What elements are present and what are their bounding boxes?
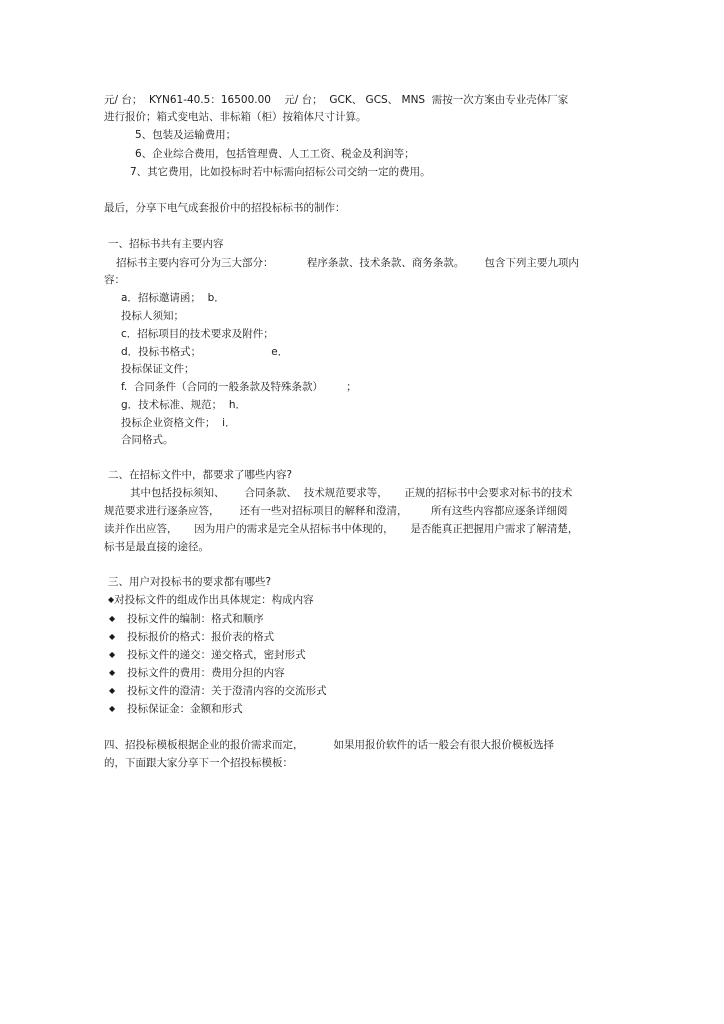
section-1-list-item: 合同格式。 — [121, 434, 174, 446]
section-2-line: 其中包括投标须知、 合同条款、 技术规范要求等， 正规的招标书中会要求对标书的技术 — [130, 487, 573, 499]
section-3-intro — [108, 593, 314, 608]
section-3-bullet-item — [109, 666, 285, 681]
section-2-line: 读并作出应答， 因为用户的需求是完全从招标书中体现的， 是否能真正把握用户需求了解清楚， — [104, 523, 579, 535]
intro-line-1: 元/ 台； KYN61-40.5：16500.00 元/ 台； GCK、 GCS、 MNS 需按一次方案由专业壳体厂家 — [104, 94, 569, 106]
section-2-heading: 二、在招标文件中，都要求了哪些内容? — [108, 469, 293, 481]
section-3-intro-text: 对投标文件的组成作出具体规定：构成内容 — [114, 594, 314, 606]
section-4-line-1: 四、招投标模板根据企业的报价需求而定， 如果用报价软件的话一般会有很大报价模板选择 — [104, 739, 555, 751]
section-1-paragraph-line-2: 容： — [104, 274, 125, 286]
diamond-bullet-icon: ◆ — [109, 632, 116, 641]
intro-line-2: 进行报价；箱式变电站、非标箱（柜）按箱体尺寸计算。 — [104, 111, 367, 123]
section-3-bullet-item — [109, 684, 327, 699]
section-1-list-item: 投标企业资格文件； i． — [121, 417, 236, 429]
section-3-bullet-item — [109, 702, 243, 717]
diamond-bullet-icon: ◆ — [109, 668, 116, 677]
section-3-bullet-item — [109, 612, 264, 627]
section-1-list-item: g．技术标准、规范； h． — [121, 399, 246, 411]
section-3-heading: 三、用户对投标书的要求都有哪些? — [108, 576, 272, 588]
section-3-bullet-text: 投标文件的编制：格式和顺序 — [127, 613, 264, 625]
cost-item-6: 6、企业综合费用，包括管理费、人工工资、税金及利润等； — [135, 148, 415, 160]
section-1-list-item: 投标人须知； — [121, 310, 184, 322]
section-1-heading: 一、招标书共有主要内容 — [108, 238, 224, 250]
section-3-bullet-text: 投标文件的澄清：关于澄清内容的交流形式 — [127, 685, 327, 697]
cost-item-5: 5、包装及运输费用； — [135, 129, 237, 141]
cost-item-7: 7、其它费用，比如投标时若中标需向招标公司交纳一定的费用。 — [130, 166, 431, 178]
section-3-bullet-text: 投标报价的格式：报价表的格式 — [127, 631, 275, 643]
section-1-list-item: a．招标邀请函； b． — [121, 292, 225, 304]
diamond-bullet-icon: ◆ — [109, 686, 116, 695]
section-3-bullet-text: 投标保证金：金额和形式 — [127, 703, 243, 715]
section-4-line-2: 的，下面跟大家分享下一个招投标模板： — [104, 757, 293, 769]
diamond-bullet-icon: ◆ — [109, 614, 116, 623]
section-3-bullet-item — [109, 648, 306, 663]
section-3-bullet-item — [109, 630, 274, 645]
lead-paragraph: 最后，分享下电气成套报价中的招投标标书的制作： — [104, 202, 346, 214]
section-1-list-item: c．招标项目的技术要求及附件； — [121, 328, 274, 340]
section-3-bullet-text: 投标文件的费用：费用分担的内容 — [127, 667, 285, 679]
section-3-bullet-text: 投标文件的递交：递交格式，密封形式 — [127, 649, 306, 661]
section-1-list-item: f. 合同条件（合同的一般条款及特殊条款） ； — [121, 381, 357, 393]
diamond-bullet-icon: ◆ — [109, 650, 116, 659]
diamond-bullet-icon: ◆ — [108, 595, 115, 604]
diamond-bullet-icon: ◆ — [109, 704, 116, 713]
section-1-paragraph-line-1: 招标书主要内容可分为三大部分： 程序条款、技术条款、商务条款。 包含下列主要九项内 — [116, 257, 579, 269]
section-1-list-item: 投标保证文件； — [121, 363, 195, 375]
section-1-list-item: d．投标书格式； e． — [121, 346, 289, 358]
section-2-line: 规范要求进行逐条应答， 还有一些对招标项目的解释和澄清， 所有这些内容都应逐条详细阅 — [104, 505, 568, 517]
section-2-line: 标书是最直接的途径。 — [104, 541, 209, 553]
